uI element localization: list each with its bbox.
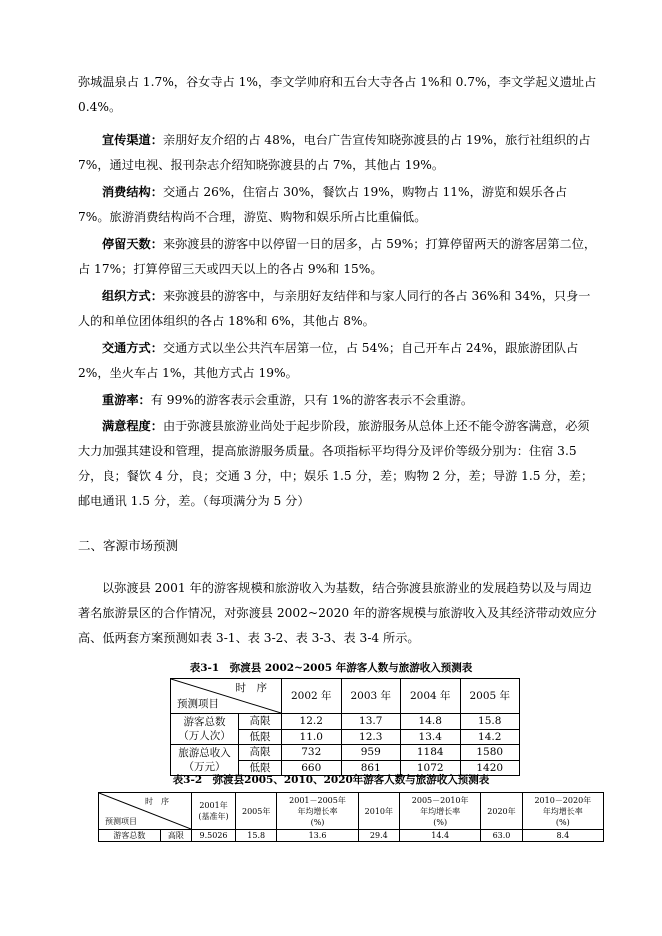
table1-cell: 660 xyxy=(282,760,342,776)
paragraph-hot-spots: 弥城温泉占 1.7%，谷女寺占 1%，李文学帅府和五台大寺各占 1%和 0.7%，李文学起义遗址占 0.4%。 xyxy=(78,75,597,114)
paragraph-forecast-intro: 以弥渡县 2001 年的游客规模和旅游收入为基数，结合弥渡县旅游业的发展趋势以及与周边著名旅游景区的合作情况，对弥渡县 2002~2020 年的游客规模与旅游收入及其经济带动效应分高、低两套方案预测如表 3-1、表 3-2、表 3-3、表 3-4 所示。 xyxy=(78,581,597,645)
table1-cell: 1420 xyxy=(460,760,520,776)
table1-cell: 14.8 xyxy=(401,714,461,730)
table1-corner-cell xyxy=(171,679,282,714)
paragraph-revisit: 重游率：有 99%的游客表示会重游，只有 1%的游客表示不会重游。 xyxy=(102,393,474,407)
table2-cell: 8.4 xyxy=(522,830,603,842)
paragraph-lead: 重游率： xyxy=(102,393,151,407)
paragraph-consumption: 消费结构：交通占 26%，住宿占 30%，餐饮占 19%，购物占 11%，游览和娱乐各占 7%。旅游消费结构尚不合理，游览、购物和娱乐所占比重偏低。 xyxy=(78,185,568,224)
table2-row-label: 游客总数 xyxy=(99,830,161,842)
table2-col-header: 2005年 xyxy=(236,793,277,830)
paragraph-lead: 消费结构： xyxy=(102,185,163,199)
table2-cell: 15.8 xyxy=(236,830,277,842)
table1-cell: 14.2 xyxy=(460,729,520,745)
table1-cell: 1184 xyxy=(401,745,461,761)
section-heading: 二、客源市场预测 xyxy=(78,538,179,553)
corner-item-label: 预测项目 xyxy=(177,698,219,710)
table2-col-header: 2020年 xyxy=(481,793,522,830)
table1-caption: 表3-1 弥渡县 2002~2005 年游客人数与旅游收入预测表 xyxy=(189,662,473,674)
corner-time-label: 时 序 xyxy=(145,797,169,806)
table2-cell: 9.5026 xyxy=(192,830,236,842)
table1-cell: 1580 xyxy=(460,745,520,761)
table2-caption: 表3-2 弥渡县2005、2010、2020年游客人数与旅游收入预测表 xyxy=(172,774,490,786)
table2-row-sublabel: 高限 xyxy=(160,830,191,842)
table1-col-header: 2003 年 xyxy=(341,679,401,714)
table2-cell: 13.6 xyxy=(277,830,358,842)
paragraph-promotion: 宣传渠道：亲朋好友介绍的占 48%，电台广告宣传知晓弥渡县的占 19%，旅行社组织的占 7%，通过电视、报刊杂志介绍知晓弥渡县的占 7%，其他占 19%。 xyxy=(78,133,591,172)
table1-cell: 13.7 xyxy=(341,714,401,730)
paragraph-satisfaction: 满意程度：由于弥渡县旅游业尚处于起步阶段，旅游服务从总体上还不能令游客满意，必须大力加强其建设和管理，提高旅游服务质量。各项指标平均得分及评价等级分别为：住宿 3.5 分，良；餐饮 4 分，良；交通 3 分，中；娱乐 1.5 分，差；购物 2 分，差；导游 1.5 分，差；邮电通讯 1.5 分，差。（每项满分为 5 分） xyxy=(78,419,594,508)
table1-col-header: 2004 年 xyxy=(401,679,461,714)
paragraph-transport: 交通方式：交通方式以坐公共汽车居第一位，占 54%；自己开车占 24%，跟旅游团队占 2%，坐火车占 1%，其他方式占 19%。 xyxy=(78,341,579,380)
corner-time-label: 时 序 xyxy=(235,682,267,694)
table1-cell: 732 xyxy=(282,745,342,761)
table1-col-header: 2002 年 xyxy=(282,679,342,714)
paragraph-lead: 组织方式： xyxy=(102,289,163,303)
table1-cell: 12.3 xyxy=(341,729,401,745)
table1 xyxy=(170,678,520,776)
table2-col-header: 2001年 (基准年) xyxy=(192,793,236,830)
table1-cell: 861 xyxy=(341,760,401,776)
corner-item-label: 预测项目 xyxy=(105,817,137,826)
table1-cell: 13.4 xyxy=(401,729,461,745)
paragraph-lead: 宣传渠道： xyxy=(102,133,163,147)
paragraph-organization: 组织方式：来弥渡县的游客中，与亲朋好友结伴和与家人同行的各占 36%和 34%，只身一人的和单位团体组织的各占 18%和 6%，其他占 8%。 xyxy=(78,289,591,328)
table1-cell: 1072 xyxy=(401,760,461,776)
table2 xyxy=(98,792,604,842)
table2-col-header: 2010年 xyxy=(358,793,399,830)
table1-row-group-revenue: 旅游总收入 （万元） 高限 低限 xyxy=(171,745,282,776)
table2-cell: 63.0 xyxy=(481,830,522,842)
table1-cell: 11.0 xyxy=(282,729,342,745)
table1-cell: 12.2 xyxy=(282,714,342,730)
table2-cell: 29.4 xyxy=(358,830,399,842)
paragraph-lead: 停留天数： xyxy=(102,237,163,251)
table2-col-header: 2010－2020年 年均增长率 (%) xyxy=(522,793,603,830)
table1-col-header: 2005 年 xyxy=(460,679,520,714)
table1-cell: 959 xyxy=(341,745,401,761)
table1-row-group-visitors: 游客总数 （万人次） 高限 低限 xyxy=(171,714,282,745)
paragraph-stay-days: 停留天数：来弥渡县的游客中以停留一日的居多，占 59%；打算停留两天的游客居第二位，占 17%；打算停留三天或四天以上的各占 9%和 15%。 xyxy=(78,237,597,276)
table2-corner-cell xyxy=(99,793,192,830)
paragraph-lead: 满意程度： xyxy=(102,419,163,433)
table2-col-header: 2005－2010年 年均增长率 (%) xyxy=(400,793,481,830)
table2-cell: 14.4 xyxy=(400,830,481,842)
paragraph-lead: 交通方式： xyxy=(102,341,163,355)
table2-col-header: 2001－2005年 年均增长率 (%) xyxy=(277,793,358,830)
table1-cell: 15.8 xyxy=(460,714,520,730)
